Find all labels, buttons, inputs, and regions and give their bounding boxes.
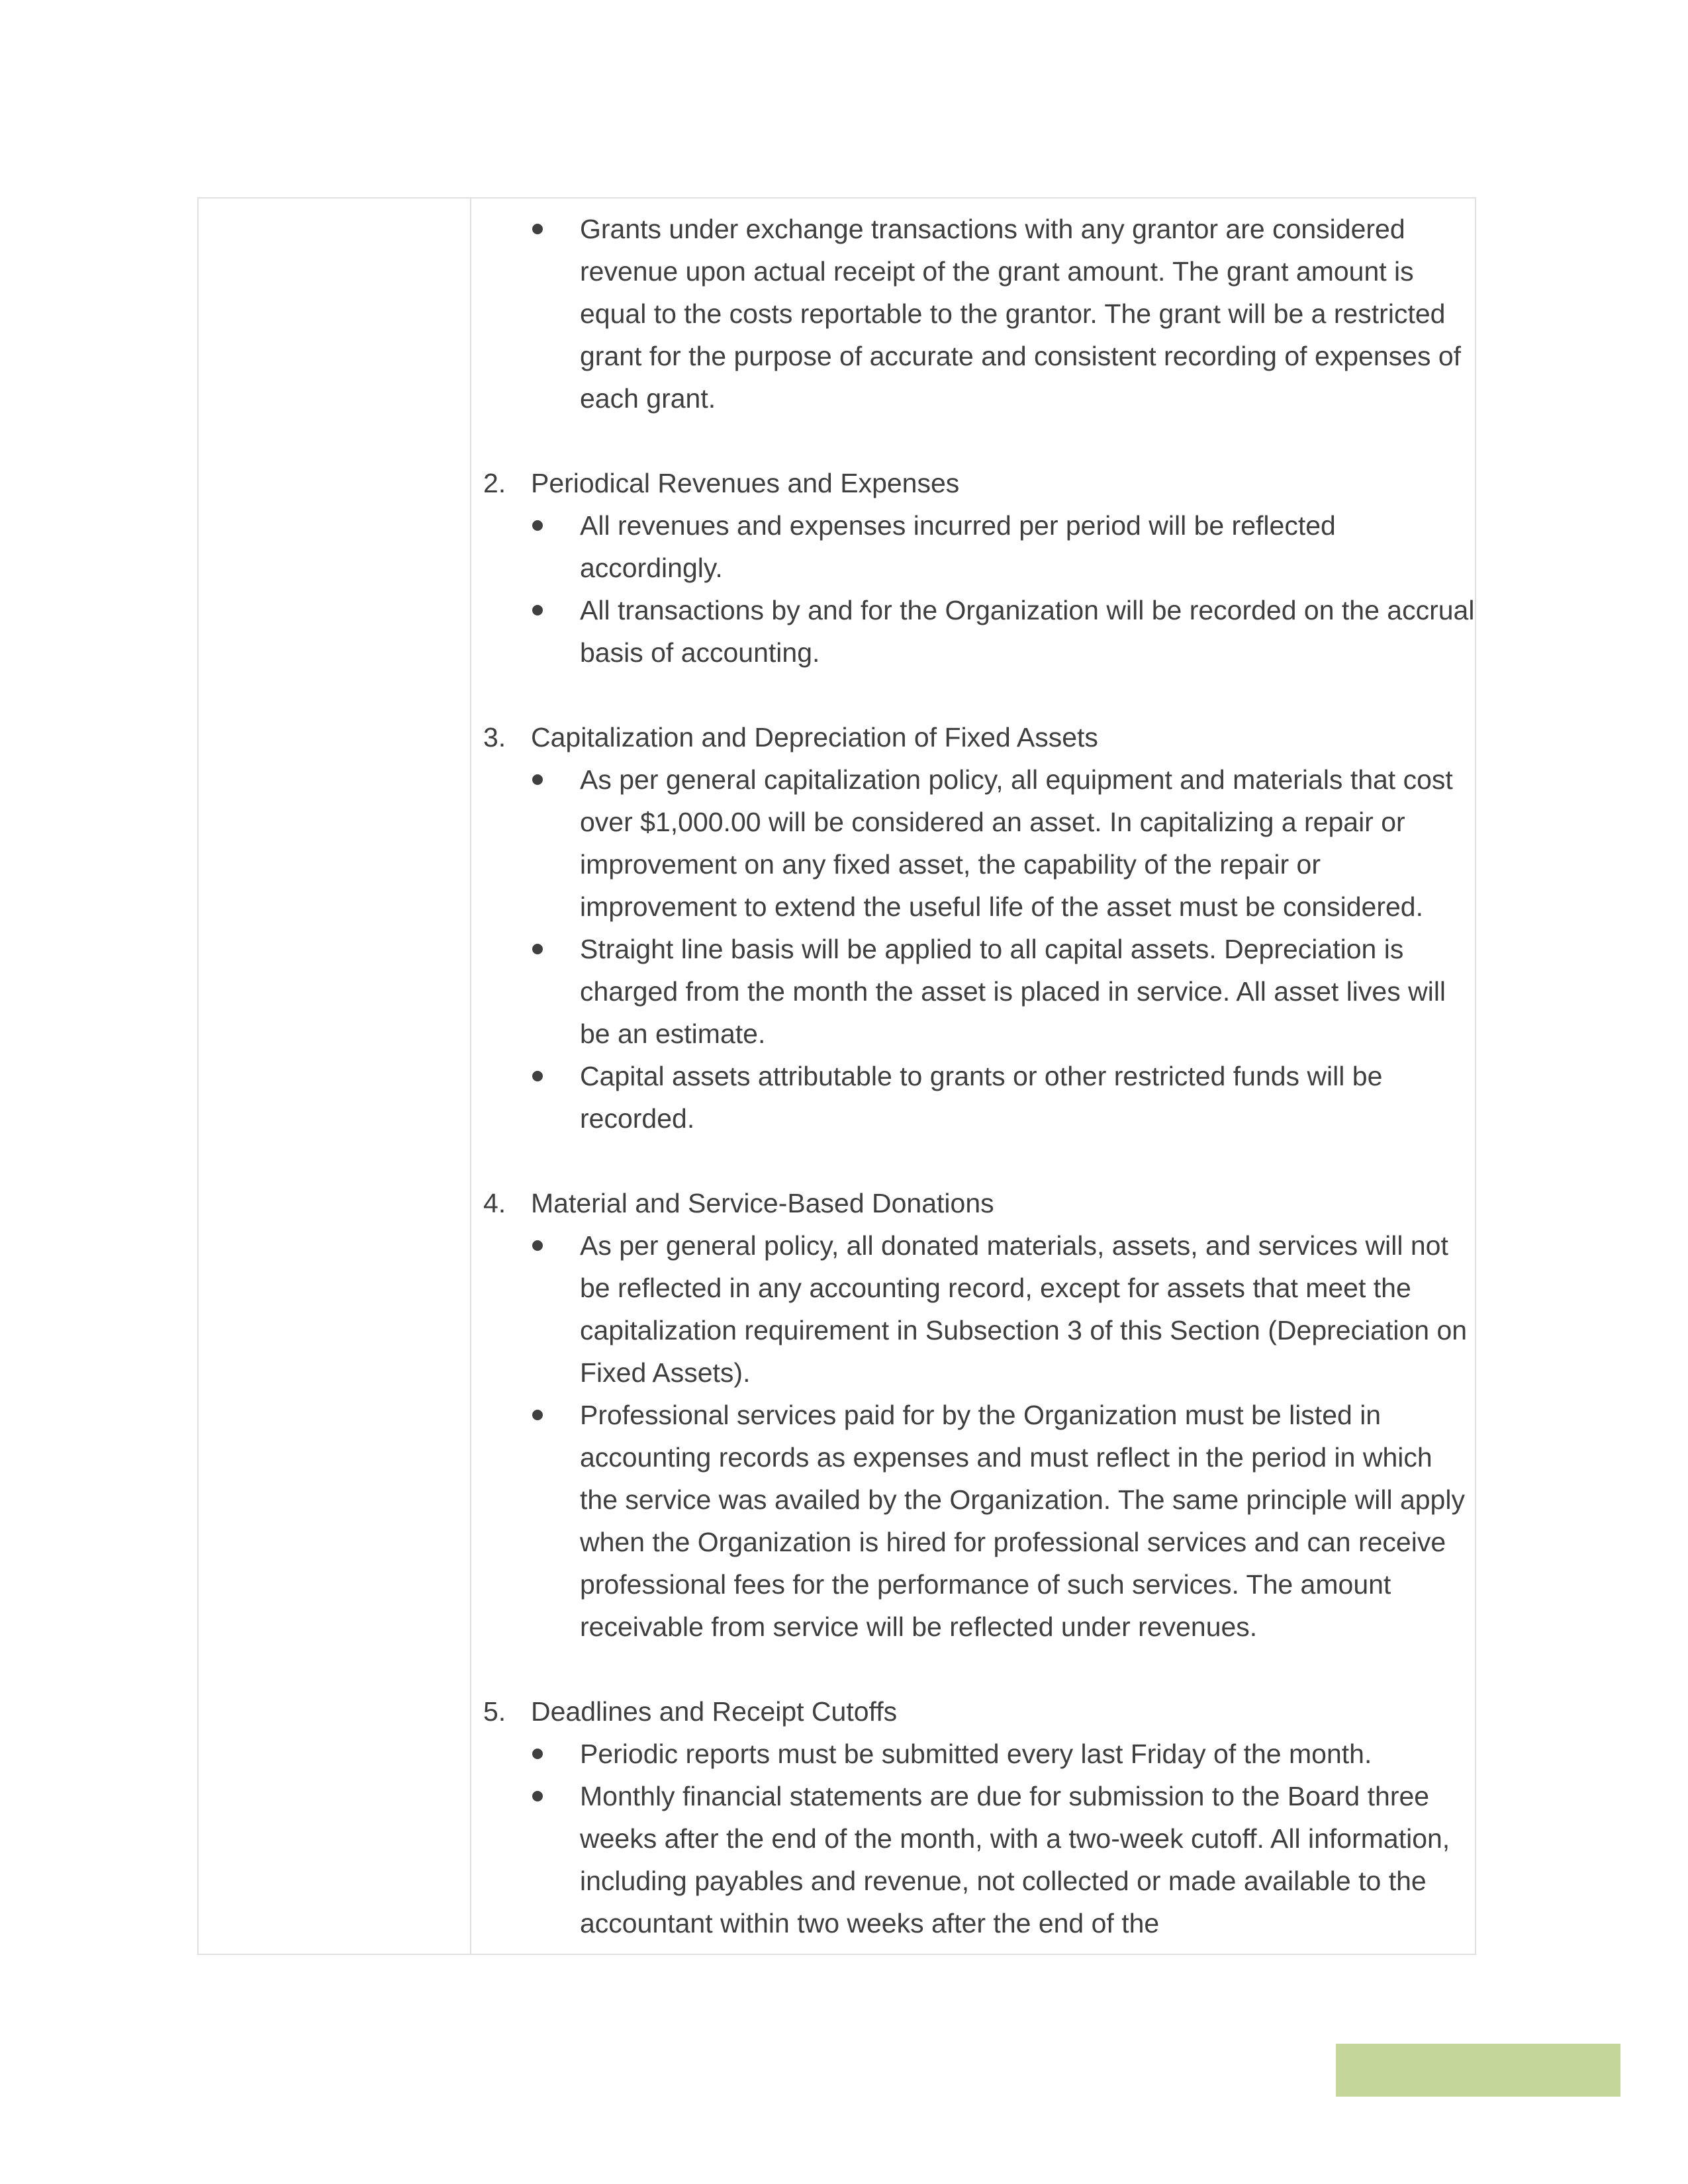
- bullet-text: Grants under exchange transactions with any grantor are considered revenue upon actual receipt of the grant amount. The grant amount is equal to the costs reportable to the grantor. The grant will be a restricted grant for the purpose of accurate and consistent recording of expenses of each grant.: [580, 214, 1462, 414]
- list-item: [473, 1733, 1476, 1775]
- list-item: [473, 208, 1476, 420]
- bullet-text: Professional services paid for by the Organization must be listed in accounting records as expenses and must reflect in the period in which the service was availed by the Organization. The same principle will apply when the Organization is hired for professional services and can receive professional fees for the performance of such services. The amount receivable from service will be reflected under revenues.: [580, 1400, 1465, 1642]
- section-number: 4.: [483, 1188, 506, 1218]
- left-column: [199, 199, 471, 1954]
- policy-table: [197, 197, 1476, 1955]
- list-item: [473, 1224, 1476, 1394]
- bullet-icon: [532, 1410, 543, 1420]
- bullet-text: Monthly financial statements are due for submission to the Board three weeks after the end of the month, with a two-week cutoff. All information, including payables and revenue, not collected or made available to the accountant within two weeks after the end of the: [580, 1781, 1450, 1938]
- bullet-icon: [532, 774, 543, 785]
- section-number: 2.: [483, 468, 506, 498]
- list-item: [473, 504, 1476, 589]
- section-5: [473, 1690, 1476, 1944]
- section-number: 3.: [483, 722, 506, 752]
- bullet-text: All revenues and expenses incurred per period will be reflected accordingly.: [580, 510, 1336, 583]
- section-heading: [473, 462, 1476, 504]
- section-heading: [473, 1182, 1476, 1224]
- footer-accent-bar: [1336, 2044, 1620, 2097]
- bullet-text: As per general policy, all donated materials, assets, and services will not be reflected in any accounting record, except for assets that meet the capitalization requirement in Subsection 3 of this Section (Depreciation on Fixed Assets).: [580, 1230, 1468, 1388]
- section-3: [473, 716, 1476, 1140]
- list-item: [473, 928, 1476, 1055]
- bullet-text: All transactions by and for the Organization will be recorded on the accrual basis of accounting.: [580, 595, 1475, 668]
- bullet-icon: [532, 605, 543, 615]
- bullet-text: As per general capitalization policy, all equipment and materials that cost over $1,000.00 will be considered an asset. In capitalizing a repair or improvement on any fixed asset, the capability of the repair or improvement to extend the useful life of the asset must be considered.: [580, 764, 1453, 922]
- section-title: Periodical Revenues and Expenses: [531, 468, 960, 498]
- list-item: [473, 1775, 1476, 1944]
- bullet-icon: [532, 520, 543, 531]
- policy-content: [473, 208, 1476, 1944]
- bullet-icon: [532, 1791, 543, 1801]
- section-heading: [473, 1690, 1476, 1733]
- section-number: 5.: [483, 1696, 506, 1727]
- bullet-icon: [532, 224, 543, 234]
- section-title: Deadlines and Receipt Cutoffs: [531, 1696, 898, 1727]
- section-title: Material and Service-Based Donations: [531, 1188, 994, 1218]
- bullet-text: Straight line basis will be applied to all capital assets. Depreciation is charged from the month the asset is placed in service. All asset lives will be an estimate.: [580, 934, 1446, 1049]
- bullet-text: Periodic reports must be submitted every last Friday of the month.: [580, 1739, 1372, 1769]
- section-2: [473, 462, 1476, 674]
- bullet-icon: [532, 1749, 543, 1759]
- list-item: [473, 758, 1476, 928]
- section-title: Capitalization and Depreciation of Fixed Assets: [531, 722, 1098, 752]
- section-4: [473, 1182, 1476, 1648]
- bullet-icon: [532, 1240, 543, 1251]
- list-item: [473, 589, 1476, 674]
- bullet-icon: [532, 944, 543, 954]
- bullet-text: Capital assets attributable to grants or other restricted funds will be recorded.: [580, 1061, 1383, 1134]
- bullet-icon: [532, 1071, 543, 1081]
- list-item: [473, 1394, 1476, 1648]
- list-item: [473, 1055, 1476, 1140]
- section-heading: [473, 716, 1476, 758]
